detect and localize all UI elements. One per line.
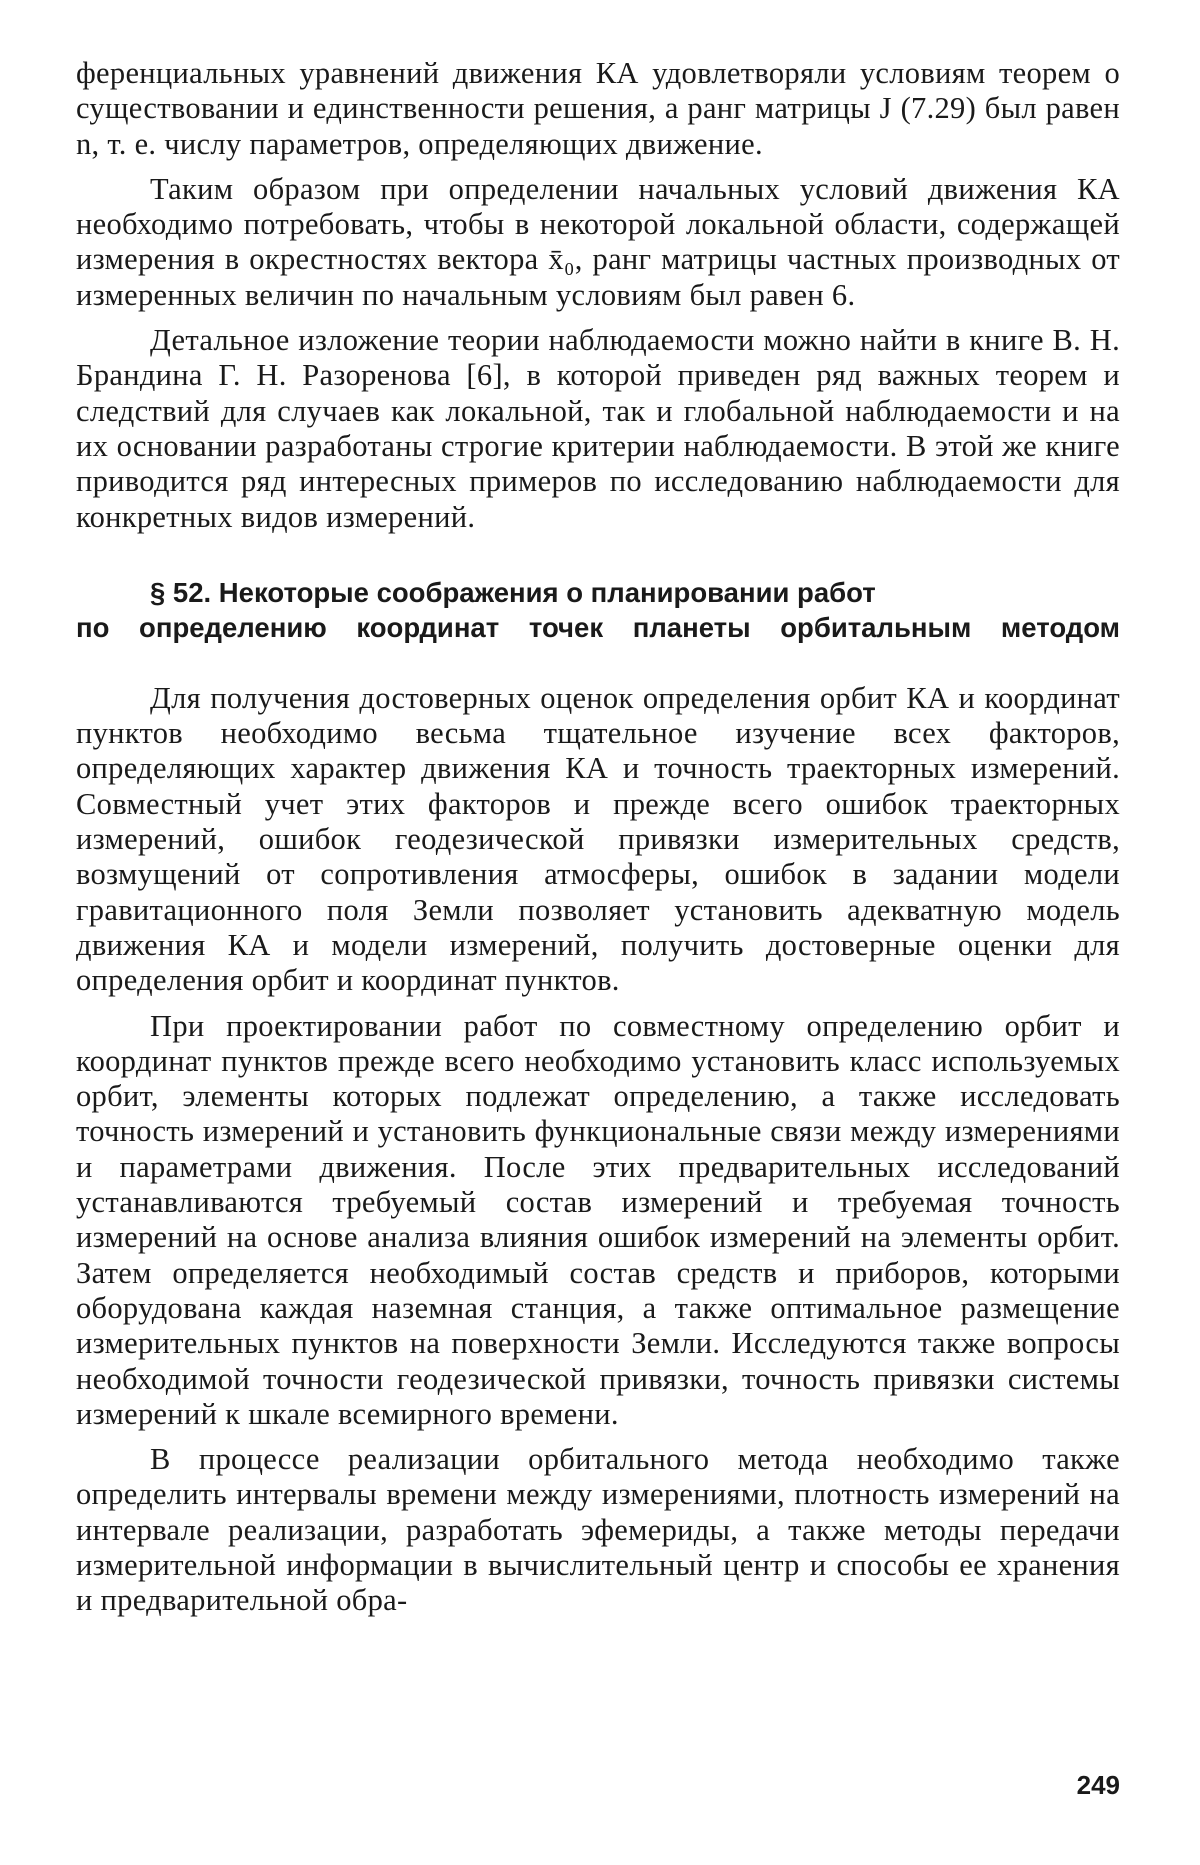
paragraph-project-design: При проектировании работ по совместному определению орбит и координат пунктов прежде всего необходимо установить класс используемых орбит, элементы которых подлежат определению, а также исследовать точность измерений и установить функциональные связи между измерениями и параметрами движения. После этих предварительных исследований устанавливаются требуемый состав измерений и требуемая точность измерений на основе анализа влияния ошибок измерений на элементы орбит. Затем определяется необходимый состав средств и приборов, которыми оборудована каждая наземная станция, а также оптимальное размещение измерительных пунктов на поверхности Земли. Исследуются также вопросы необходимой точности геодезической привязки, точность привязки системы измерений к шкале всемирного времени. (76, 1008, 1120, 1431)
paragraph-initial-conditions: Таким образом при определении начальных условий движения КА необходимо потребовать, чтобы в некоторой локальной области, содержащей измерения в окрестностях вектора x̄₀, ранг матрицы частных производных от измеренных величин по начальным условиям был равен 6. (76, 171, 1120, 312)
paragraph-implementation: В процессе реализации орбитального метода необходимо также определить интервалы времени между измерениями, плотность измерений на интервале реализации, разработать эфемериды, а также методы передачи измерительной информации в вычислительный центр и способы ее хранения и предварительной обра- (76, 1442, 1120, 1618)
section-title-line-2: по определению координат точек планеты орбитальным методом (76, 611, 1120, 643)
paragraph-reliable-estimates: Для получения достоверных оценок определения орбит КА и координат пунктов необходимо весьма тщательное изучение всех факторов, определяющих характер движения КА и точность траекторных измерений. Совместный учет этих факторов и прежде всего ошибок траекторных измерений, ошибок геодезической привязки измерительных средств, возмущений от сопротивления атмосферы, ошибок в задании модели гравитационного поля Земли позволяет установить адекватную модель движения КА и модели измерений, получить достоверные оценки для определения орбит и координат пунктов. (76, 680, 1120, 998)
paragraph-observability-theory: Детальное изложение теории наблюдаемости можно найти в книге В. Н. Брандина Г. Н. Разоренова [6], в которой приведен ряд важных теорем и следствий для случаев как локальной, так и глобальной наблюдаемости и на их основании разработаны строгие критерии наблюдаемости. В этой же книге приводится ряд интересных примеров по исследованию наблюдаемости для конкретных видов измерений. (76, 323, 1120, 534)
page-number: 249 (1076, 1770, 1120, 1800)
book-page (76, 56, 1120, 1619)
paragraph-continuation: ференциальных уравнений движения КА удовлетворяли условиям теорем о существовании и единственности решения, а ранг матрицы J (7.29) был равен n, т. е. числу параметров, определяющих движение. (76, 56, 1120, 161)
section-heading (76, 575, 1120, 645)
section-title-line-1: § 52. Некоторые соображения о планировании работ (150, 576, 876, 608)
